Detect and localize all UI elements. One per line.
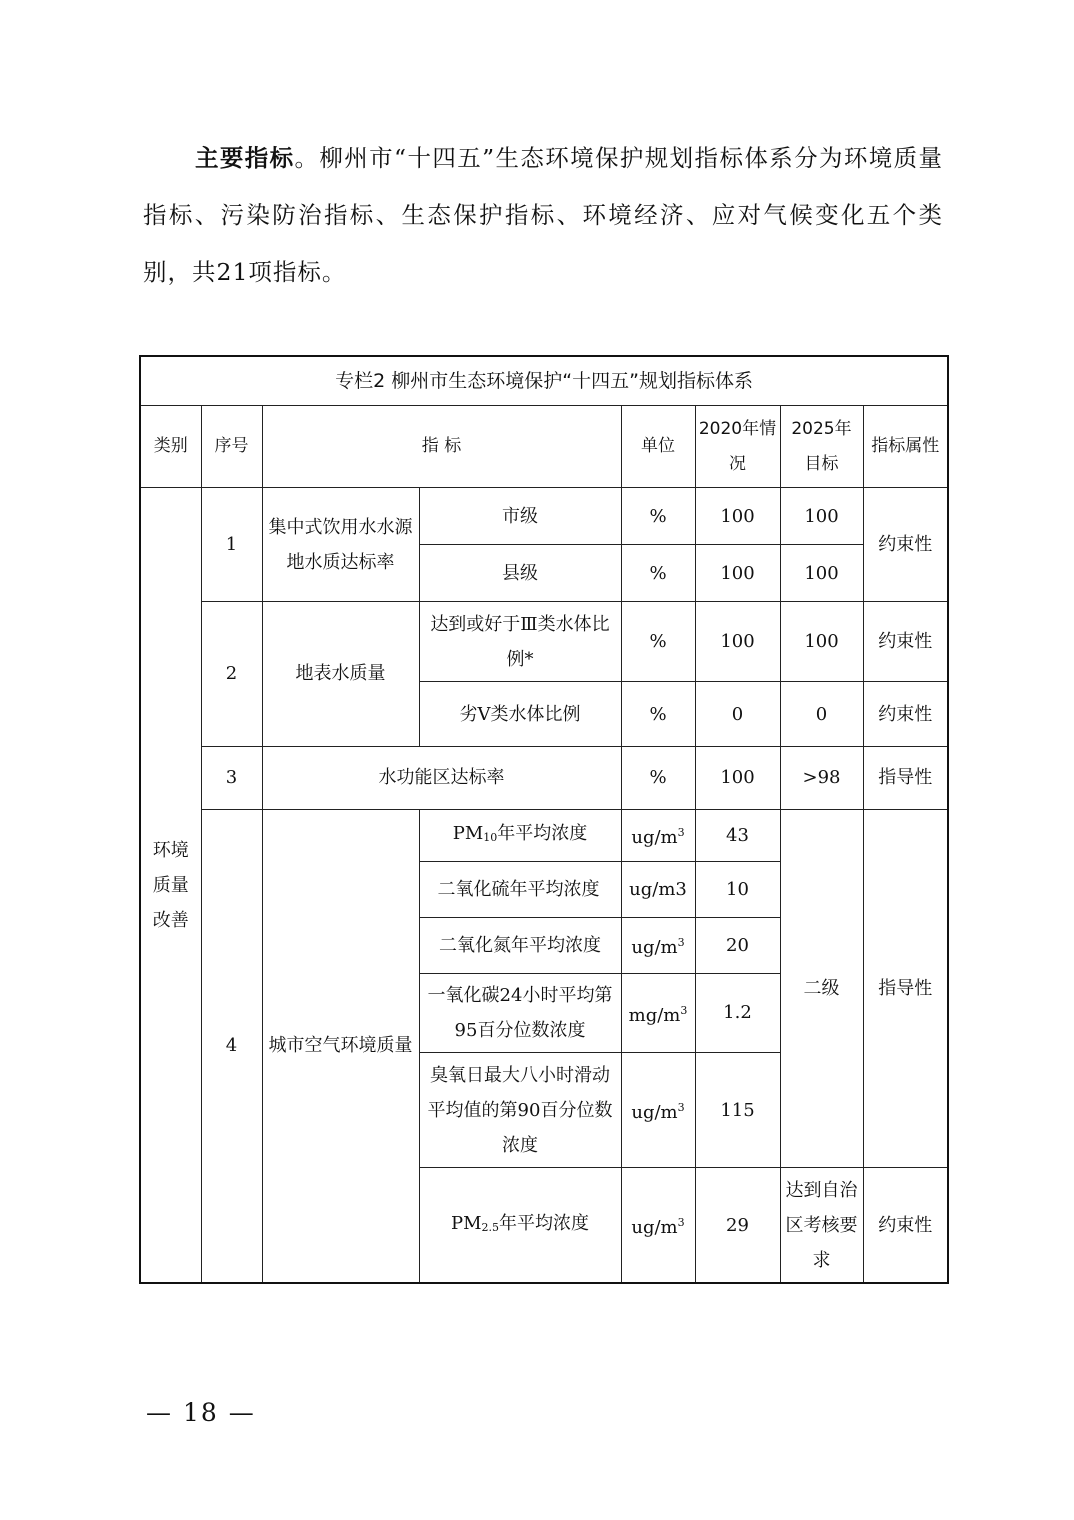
indicator-pm25-attr: 约束性 (863, 1168, 948, 1283)
indicator-2b-2025: 0 (780, 682, 863, 746)
indicator-co-2020: 1.2 (695, 973, 780, 1052)
indicator-no2-sub: 二氧化氮年平均浓度 (419, 917, 621, 973)
indicator-2a-unit: % (621, 602, 695, 682)
header-attr: 指标属性 (863, 406, 948, 488)
header-seq: 序号 (201, 406, 262, 488)
indicator-pm25-2020: 29 (695, 1168, 780, 1283)
indicator-4-name: 城市空气环境质量 (262, 809, 419, 1283)
indicator-3-2025: >98 (780, 746, 863, 809)
indicator-co-unit: $mg/m^3$ (621, 973, 695, 1052)
indicator-2a-2020: 100 (695, 602, 780, 682)
indicator-1b-2025: 100 (780, 545, 863, 602)
indicator-o3-2020: 115 (695, 1053, 780, 1168)
seq-3: 3 (201, 746, 262, 809)
header-unit: 单位 (621, 406, 695, 488)
page-number: — 18 — (146, 1398, 256, 1427)
indicator-2b-2020: 0 (695, 682, 780, 746)
indicator-o3-sub: 臭氧日最大八小时滑动平均值的第90百分位数浓度 (419, 1053, 621, 1168)
category-cell: 环境质量改善 (140, 488, 201, 1283)
indicator-1a-2025: 100 (780, 488, 863, 545)
indicator-pm25-sub: $PM_{2.5}$年平均浓度 (419, 1168, 621, 1283)
table-title: 专栏2 柳州市生态环境保护“十四五”规划指标体系 (140, 356, 948, 406)
indicator-1-name: 集中式饮用水水源地水质达标率 (262, 488, 419, 602)
indicator-2a-attr: 约束性 (863, 602, 948, 682)
indicator-3-attr: 指导性 (863, 746, 948, 809)
indicator-2a-2025: 100 (780, 602, 863, 682)
indicator-1a-2020: 100 (695, 488, 780, 545)
indicator-air-attr: 指导性 (863, 809, 948, 1168)
indicator-pm25-2025: 达到自治区考核要求 (780, 1168, 863, 1283)
indicator-table (139, 355, 949, 1284)
indicator-no2-2020: 20 (695, 917, 780, 973)
indicator-3-unit: % (621, 746, 695, 809)
header-indicator: 指 标 (262, 406, 621, 488)
indicator-o3-unit: $ug/m^3$ (621, 1053, 695, 1168)
intro-paragraph (143, 130, 943, 301)
indicator-1-attr: 约束性 (863, 488, 948, 602)
indicator-2b-unit: % (621, 682, 695, 746)
intro-lead: 主要指标 (195, 144, 295, 172)
indicator-no2-unit: $ug/m^3$ (621, 917, 695, 973)
indicator-2b-sub: 劣Ⅴ类水体比例 (419, 682, 621, 746)
indicator-pm10-2020: 43 (695, 809, 780, 861)
seq-1: 1 (201, 488, 262, 602)
indicator-pm10-sub: $PM_{10}$年平均浓度 (419, 809, 621, 861)
seq-2: 2 (201, 602, 262, 746)
indicator-2a-sub: 达到或好于Ⅲ类水体比例* (419, 602, 621, 682)
indicator-3-name: 水功能区达标率 (262, 746, 621, 809)
indicator-co-sub: 一氧化碳24小时平均第95百分位数浓度 (419, 973, 621, 1052)
intro-text: 。柳州市“十四五”生态环境保护规划指标体系分为环境质量指标、污染防治指标、生态保护指标、环境经济、应对气候变化五个类别，共21项指标。 (143, 144, 943, 286)
indicator-3-2020: 100 (695, 746, 780, 809)
indicator-pm10-unit: $ug/m^3$ (621, 809, 695, 861)
indicator-so2-2020: 10 (695, 861, 780, 917)
seq-4: 4 (201, 809, 262, 1283)
indicator-1b-2020: 100 (695, 545, 780, 602)
indicator-air-2025: 二级 (780, 809, 863, 1168)
indicator-so2-sub: 二氧化硫年平均浓度 (419, 861, 621, 917)
indicator-pm25-unit: $ug/m^3$ (621, 1168, 695, 1283)
indicator-so2-unit: ug/m3 (621, 861, 695, 917)
header-2020: 2020年情况 (695, 406, 780, 488)
indicator-2-name: 地表水质量 (262, 602, 419, 746)
indicator-2b-attr: 约束性 (863, 682, 948, 746)
indicator-1a-unit: % (621, 488, 695, 545)
header-category: 类别 (140, 406, 201, 488)
indicator-1b-sub: 县级 (419, 545, 621, 602)
header-2025: 2025年目标 (780, 406, 863, 488)
indicator-1a-sub: 市级 (419, 488, 621, 545)
indicator-1b-unit: % (621, 545, 695, 602)
